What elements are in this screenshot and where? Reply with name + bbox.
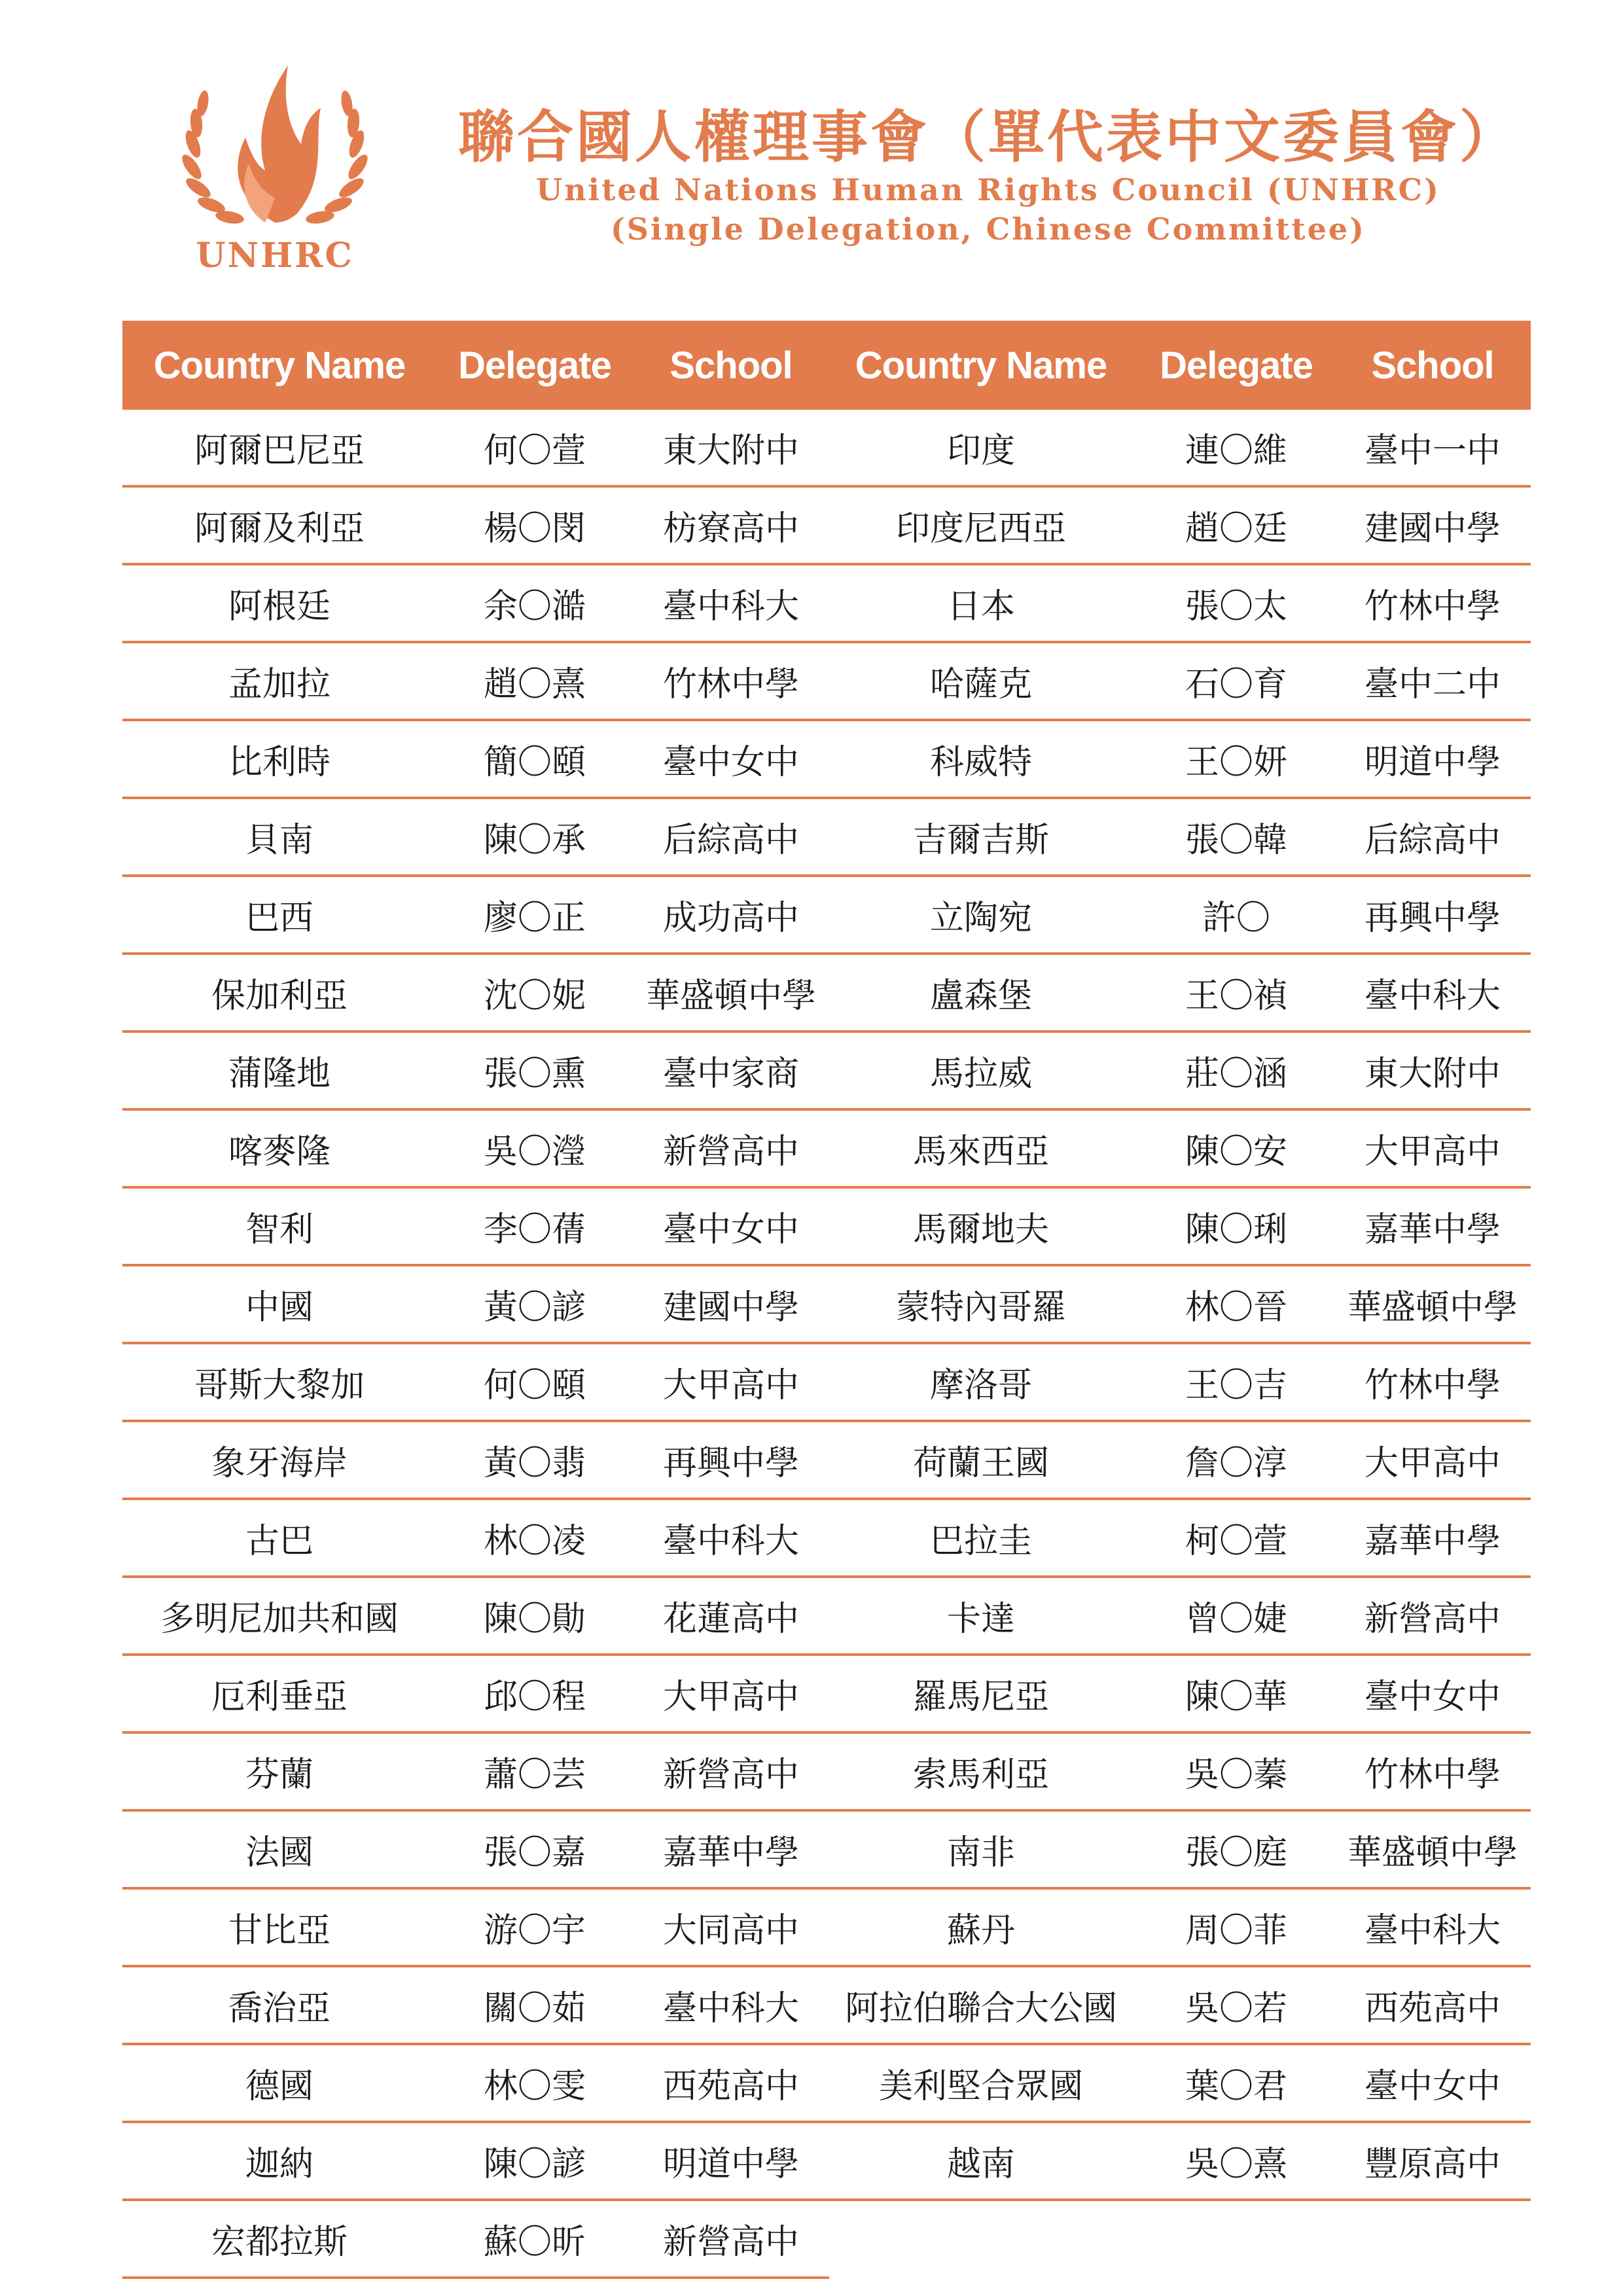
school-cell: 臺中女中 xyxy=(1334,1655,1531,1732)
school-cell: 竹林中學 xyxy=(1334,1732,1531,1810)
country-cell: 法國 xyxy=(122,1810,437,1888)
country-cell: 馬爾地夫 xyxy=(824,1187,1138,1265)
delegate-cell: 黃〇翡 xyxy=(437,1421,633,1499)
table-row xyxy=(824,486,1531,564)
delegate-cell: 葉〇君 xyxy=(1138,2044,1334,2122)
table-row xyxy=(122,1655,829,1732)
table-row xyxy=(122,1421,829,1499)
country-cell: 阿爾及利亞 xyxy=(122,486,437,564)
table-row xyxy=(824,1109,1531,1187)
delegate-cell: 張〇韓 xyxy=(1138,798,1334,876)
table-row xyxy=(122,2200,829,2278)
table-row xyxy=(122,1810,829,1888)
country-cell: 索馬利亞 xyxy=(824,1732,1138,1810)
logo-text: UNHRC xyxy=(196,236,354,276)
country-cell: 南非 xyxy=(824,1810,1138,1888)
unhrc-logo xyxy=(167,46,383,275)
school-cell: 嘉華中學 xyxy=(633,1810,829,1888)
school-cell: 臺中科大 xyxy=(633,1966,829,2044)
school-cell: 明道中學 xyxy=(633,2122,829,2200)
roster-table-left xyxy=(122,321,829,2279)
delegate-cell: 王〇妍 xyxy=(1138,720,1334,798)
delegate-cell: 李〇蒨 xyxy=(437,1187,633,1265)
delegate-cell: 趙〇熹 xyxy=(437,642,633,720)
page-subtitle-line-1: United Nations Human Rights Council (UNHRC) xyxy=(536,172,1440,207)
delegate-cell: 吳〇若 xyxy=(1138,1966,1334,2044)
country-cell: 馬拉威 xyxy=(824,1031,1138,1109)
school-cell: 臺中科大 xyxy=(633,1499,829,1577)
delegate-cell: 林〇雯 xyxy=(437,2044,633,2122)
page-title: 聯合國人權理事會（單代表中文委員會） xyxy=(458,105,1518,170)
table-row xyxy=(122,798,829,876)
school-cell: 花蓮高中 xyxy=(633,1577,829,1655)
country-cell: 喬治亞 xyxy=(122,1966,437,2044)
delegate-cell: 吳〇瀅 xyxy=(437,1109,633,1187)
table-row xyxy=(824,1265,1531,1343)
school-cell: 大甲高中 xyxy=(1334,1421,1531,1499)
column-header-school: School xyxy=(1334,321,1531,410)
table-row xyxy=(122,1109,829,1187)
table-row xyxy=(122,1265,829,1343)
school-cell: 竹林中學 xyxy=(1334,564,1531,642)
country-cell: 多明尼加共和國 xyxy=(122,1577,437,1655)
country-cell: 科威特 xyxy=(824,720,1138,798)
table-row xyxy=(122,2044,829,2122)
school-cell: 臺中科大 xyxy=(1334,954,1531,1031)
table-row xyxy=(824,1655,1531,1732)
country-cell: 芬蘭 xyxy=(122,1732,437,1810)
school-cell: 臺中二中 xyxy=(1334,642,1531,720)
table-row xyxy=(824,2044,1531,2122)
country-cell: 哈薩克 xyxy=(824,642,1138,720)
country-cell: 巴西 xyxy=(122,876,437,954)
table-row xyxy=(824,1187,1531,1265)
delegate-cell: 何〇頤 xyxy=(437,1343,633,1421)
country-cell: 羅馬尼亞 xyxy=(824,1655,1138,1732)
country-cell: 保加利亞 xyxy=(122,954,437,1031)
column-header-country: Country Name xyxy=(824,321,1138,410)
delegate-cell: 趙〇廷 xyxy=(1138,486,1334,564)
country-cell: 美利堅合眾國 xyxy=(824,2044,1138,2122)
table-row xyxy=(122,2122,829,2200)
delegate-cell: 王〇吉 xyxy=(1138,1343,1334,1421)
roster-table-right xyxy=(824,321,1531,2201)
delegate-cell: 楊〇閔 xyxy=(437,486,633,564)
table-row xyxy=(122,1888,829,1966)
country-cell: 阿根廷 xyxy=(122,564,437,642)
delegate-cell: 吳〇蓁 xyxy=(1138,1732,1334,1810)
delegate-cell: 周〇菲 xyxy=(1138,1888,1334,1966)
country-cell: 厄利垂亞 xyxy=(122,1655,437,1732)
table-row xyxy=(122,1343,829,1421)
table-row xyxy=(122,1966,829,2044)
delegate-cell: 陳〇安 xyxy=(1138,1109,1334,1187)
table-row xyxy=(122,486,829,564)
country-cell: 比利時 xyxy=(122,720,437,798)
country-cell: 宏都拉斯 xyxy=(122,2200,437,2278)
column-header-country: Country Name xyxy=(122,321,437,410)
table-row xyxy=(824,564,1531,642)
delegate-cell: 許〇 xyxy=(1138,876,1334,954)
delegate-cell: 關〇茹 xyxy=(437,1966,633,2044)
table-row xyxy=(824,1421,1531,1499)
country-cell: 印度尼西亞 xyxy=(824,486,1138,564)
table-row xyxy=(824,1810,1531,1888)
school-cell: 西苑高中 xyxy=(633,2044,829,2122)
delegate-cell: 張〇庭 xyxy=(1138,1810,1334,1888)
table-row xyxy=(824,1499,1531,1577)
delegate-cell: 廖〇正 xyxy=(437,876,633,954)
country-cell: 馬來西亞 xyxy=(824,1109,1138,1187)
school-cell: 竹林中學 xyxy=(633,642,829,720)
country-cell: 越南 xyxy=(824,2122,1138,2200)
table-row xyxy=(824,1343,1531,1421)
delegate-cell: 黃〇諺 xyxy=(437,1265,633,1343)
delegate-cell: 蘇〇昕 xyxy=(437,2200,633,2278)
school-cell: 華盛頓中學 xyxy=(633,954,829,1031)
country-cell: 蘇丹 xyxy=(824,1888,1138,1966)
delegate-cell: 陳〇承 xyxy=(437,798,633,876)
table-row xyxy=(824,954,1531,1031)
country-cell: 阿拉伯聯合大公國 xyxy=(824,1966,1138,2044)
country-cell: 古巴 xyxy=(122,1499,437,1577)
country-cell: 甘比亞 xyxy=(122,1888,437,1966)
delegate-cell: 張〇熏 xyxy=(437,1031,633,1109)
country-cell: 蒙特內哥羅 xyxy=(824,1265,1138,1343)
country-cell: 摩洛哥 xyxy=(824,1343,1138,1421)
table-header-row xyxy=(122,321,829,410)
school-cell: 大甲高中 xyxy=(633,1343,829,1421)
table-row xyxy=(122,876,829,954)
delegate-cell: 連〇維 xyxy=(1138,410,1334,486)
school-cell: 竹林中學 xyxy=(1334,1343,1531,1421)
country-cell: 中國 xyxy=(122,1265,437,1343)
delegate-cell: 蕭〇芸 xyxy=(437,1732,633,1810)
country-cell: 貝南 xyxy=(122,798,437,876)
country-cell: 蒲隆地 xyxy=(122,1031,437,1109)
country-cell: 喀麥隆 xyxy=(122,1109,437,1187)
country-cell: 盧森堡 xyxy=(824,954,1138,1031)
school-cell: 枋寮高中 xyxy=(633,486,829,564)
school-cell: 建國中學 xyxy=(1334,486,1531,564)
page-header xyxy=(0,0,1623,308)
country-cell: 象牙海岸 xyxy=(122,1421,437,1499)
table-row xyxy=(824,876,1531,954)
delegate-cell: 張〇嘉 xyxy=(437,1810,633,1888)
country-cell: 卡達 xyxy=(824,1577,1138,1655)
delegate-cell: 何〇萱 xyxy=(437,410,633,486)
school-cell: 臺中一中 xyxy=(1334,410,1531,486)
title-block xyxy=(393,105,1584,249)
column-header-delegate: Delegate xyxy=(437,321,633,410)
delegate-cell: 林〇凌 xyxy=(437,1499,633,1577)
country-cell: 德國 xyxy=(122,2044,437,2122)
school-cell: 新營高中 xyxy=(633,2200,829,2278)
country-cell: 荷蘭王國 xyxy=(824,1421,1138,1499)
table-row xyxy=(122,954,829,1031)
delegate-cell: 陳〇諺 xyxy=(437,2122,633,2200)
table-row xyxy=(824,2122,1531,2200)
school-cell: 新營高中 xyxy=(633,1109,829,1187)
table-row xyxy=(122,1499,829,1577)
table-row xyxy=(122,1732,829,1810)
school-cell: 建國中學 xyxy=(633,1265,829,1343)
school-cell: 再興中學 xyxy=(633,1421,829,1499)
table-row xyxy=(824,410,1531,486)
school-cell: 明道中學 xyxy=(1334,720,1531,798)
country-cell: 印度 xyxy=(824,410,1138,486)
delegate-cell: 林〇晉 xyxy=(1138,1265,1334,1343)
table-row xyxy=(824,642,1531,720)
delegate-cell: 簡〇頤 xyxy=(437,720,633,798)
school-cell: 臺中女中 xyxy=(633,720,829,798)
country-cell: 日本 xyxy=(824,564,1138,642)
table-row xyxy=(824,1888,1531,1966)
school-cell: 新營高中 xyxy=(633,1732,829,1810)
school-cell: 后綜高中 xyxy=(1334,798,1531,876)
school-cell: 成功高中 xyxy=(633,876,829,954)
country-cell: 哥斯大黎加 xyxy=(122,1343,437,1421)
delegate-cell: 莊〇涵 xyxy=(1138,1031,1334,1109)
table-header-row xyxy=(824,321,1531,410)
delegate-cell: 游〇宇 xyxy=(437,1888,633,1966)
school-cell: 大甲高中 xyxy=(633,1655,829,1732)
school-cell: 后綜高中 xyxy=(633,798,829,876)
school-cell: 華盛頓中學 xyxy=(1334,1810,1531,1888)
school-cell: 臺中女中 xyxy=(1334,2044,1531,2122)
school-cell: 東大附中 xyxy=(633,410,829,486)
school-cell: 大甲高中 xyxy=(1334,1109,1531,1187)
delegate-cell: 陳〇琍 xyxy=(1138,1187,1334,1265)
delegate-cell: 張〇太 xyxy=(1138,564,1334,642)
flame-laurel-icon xyxy=(167,46,383,242)
school-cell: 新營高中 xyxy=(1334,1577,1531,1655)
delegate-cell: 柯〇萱 xyxy=(1138,1499,1334,1577)
delegate-cell: 余〇澔 xyxy=(437,564,633,642)
table-row xyxy=(824,1966,1531,2044)
table-row xyxy=(824,1577,1531,1655)
table-row xyxy=(824,1031,1531,1109)
school-cell: 再興中學 xyxy=(1334,876,1531,954)
table-row xyxy=(824,720,1531,798)
school-cell: 嘉華中學 xyxy=(1334,1499,1531,1577)
country-cell: 孟加拉 xyxy=(122,642,437,720)
country-cell: 迦納 xyxy=(122,2122,437,2200)
table-row xyxy=(122,720,829,798)
country-cell: 吉爾吉斯 xyxy=(824,798,1138,876)
column-header-school: School xyxy=(633,321,829,410)
delegate-cell: 沈〇妮 xyxy=(437,954,633,1031)
school-cell: 東大附中 xyxy=(1334,1031,1531,1109)
delegate-cell: 陳〇勛 xyxy=(437,1577,633,1655)
delegate-cell: 曾〇婕 xyxy=(1138,1577,1334,1655)
table-row xyxy=(122,642,829,720)
school-cell: 嘉華中學 xyxy=(1334,1187,1531,1265)
school-cell: 臺中科大 xyxy=(633,564,829,642)
table-row xyxy=(122,1031,829,1109)
delegate-cell: 吳〇熹 xyxy=(1138,2122,1334,2200)
delegate-cell: 陳〇華 xyxy=(1138,1655,1334,1732)
delegate-cell: 王〇禎 xyxy=(1138,954,1334,1031)
delegate-cell: 邱〇程 xyxy=(437,1655,633,1732)
table-row xyxy=(122,564,829,642)
school-cell: 臺中女中 xyxy=(633,1187,829,1265)
delegate-cell: 石〇育 xyxy=(1138,642,1334,720)
school-cell: 臺中科大 xyxy=(1334,1888,1531,1966)
table-row xyxy=(122,410,829,486)
school-cell: 華盛頓中學 xyxy=(1334,1265,1531,1343)
table-row xyxy=(824,1732,1531,1810)
school-cell: 豐原高中 xyxy=(1334,2122,1531,2200)
delegate-cell: 詹〇淳 xyxy=(1138,1421,1334,1499)
country-cell: 立陶宛 xyxy=(824,876,1138,954)
school-cell: 西苑高中 xyxy=(1334,1966,1531,2044)
table-row xyxy=(824,798,1531,876)
country-cell: 巴拉圭 xyxy=(824,1499,1138,1577)
column-header-delegate: Delegate xyxy=(1138,321,1334,410)
table-row xyxy=(122,1187,829,1265)
page-subtitle-line-2: (Single Delegation, Chinese Committee) xyxy=(611,211,1366,247)
school-cell: 大同高中 xyxy=(633,1888,829,1966)
school-cell: 臺中家商 xyxy=(633,1031,829,1109)
country-cell: 智利 xyxy=(122,1187,437,1265)
table-row xyxy=(122,1577,829,1655)
country-cell: 阿爾巴尼亞 xyxy=(122,410,437,486)
